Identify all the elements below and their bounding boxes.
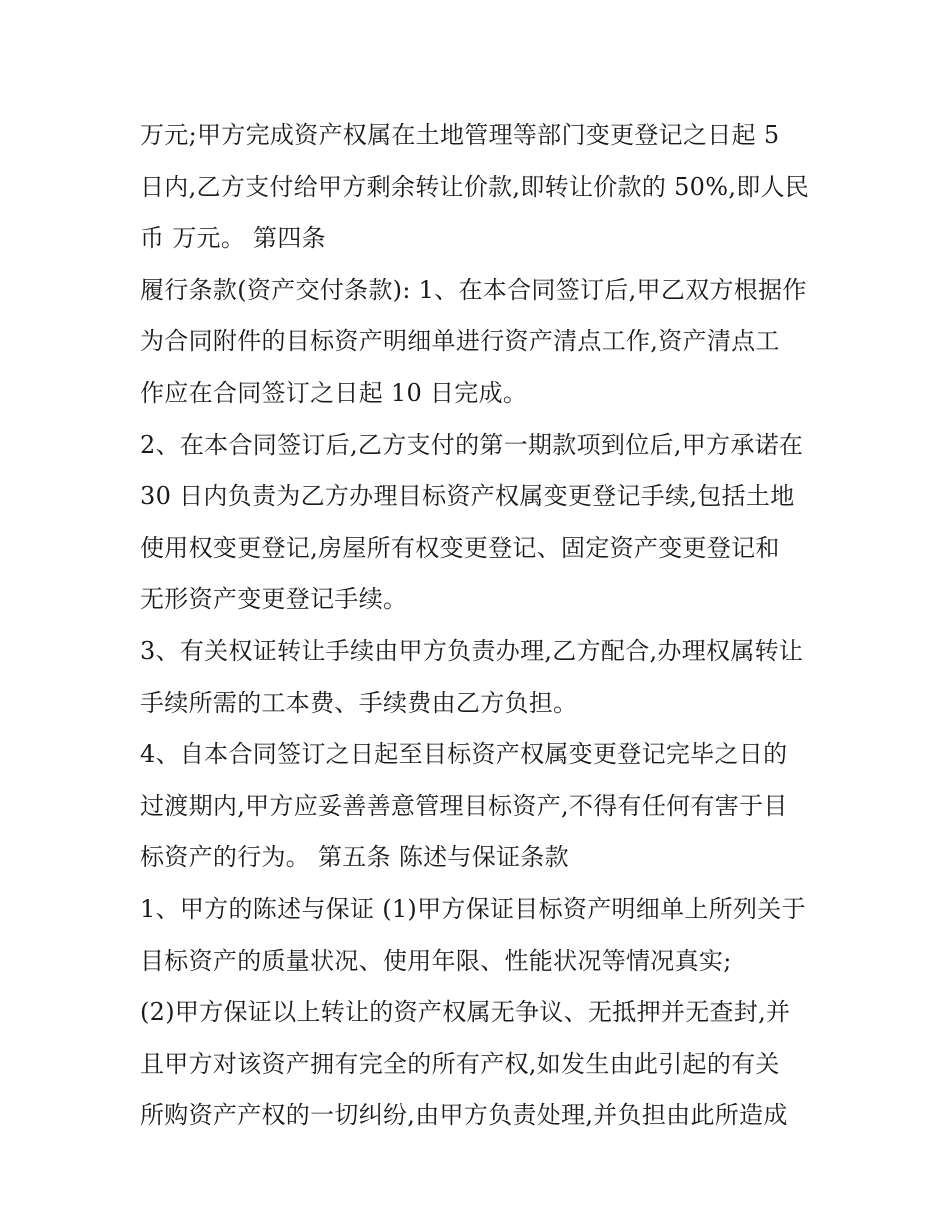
text-line: 手续所需的工本费、手续费由乙方负担。 — [140, 688, 578, 717]
text-line: 30 日内负责为乙方办理目标资产权属变更登记手续,包括土地 — [140, 482, 795, 511]
text-line: 2、在本合同签订后,乙方支付的第一期款项到位后,甲方承诺在 — [140, 430, 804, 459]
text-line: 日内,乙方支付给甲方剩余转让价款,即转让价款的 50%,即人民 — [140, 172, 810, 201]
text-line: 币 万元。 第四条 — [140, 224, 326, 253]
text-line: 无形资产变更登记手续。 — [140, 585, 408, 614]
text-line: 4、自本合同签订之日起至目标资产权属变更登记完毕之日的 — [140, 740, 788, 769]
text-line: 所购资产产权的一切纠纷,由甲方负责处理,并负担由此所造成 — [140, 1101, 788, 1130]
text-line: 作应在合同签订之日起 10 日完成。 — [140, 378, 528, 407]
text-line: 目标资产的质量状况、使用年限、性能状况等情况真实; — [140, 946, 732, 975]
text-line: 过渡期内,甲方应妥善善意管理目标资产,不得有任何有害于目 — [140, 791, 788, 820]
contract-text-body — [140, 110, 820, 1142]
text-line: 且甲方对该资产拥有完全的所有产权,如发生由此引起的有关 — [140, 1049, 780, 1078]
text-line: 使用权变更登记,房屋所有权变更登记、固定资产变更登记和 — [140, 533, 780, 562]
text-line: 标资产的行为。 第五条 陈述与保证条款 — [140, 843, 569, 872]
text-line: 3、有关权证转让手续由甲方负责办理,乙方配合,办理权属转让 — [140, 636, 804, 665]
text-line: 为合同附件的目标资产明细单进行资产清点工作,资产清点工 — [140, 327, 780, 356]
text-line: 1、甲方的陈述与保证 (1)甲方保证目标资产明细单上所列关于 — [140, 894, 806, 923]
text-line: 履行条款(资产交付条款): 1、在本合同签订后,甲乙双方根据作 — [140, 275, 807, 304]
text-line: 万元;甲方完成资产权属在土地管理等部门变更登记之日起 5 — [140, 121, 780, 149]
text-line: (2)甲方保证以上转让的资产权属无争议、无抵押并无查封,并 — [140, 998, 791, 1027]
